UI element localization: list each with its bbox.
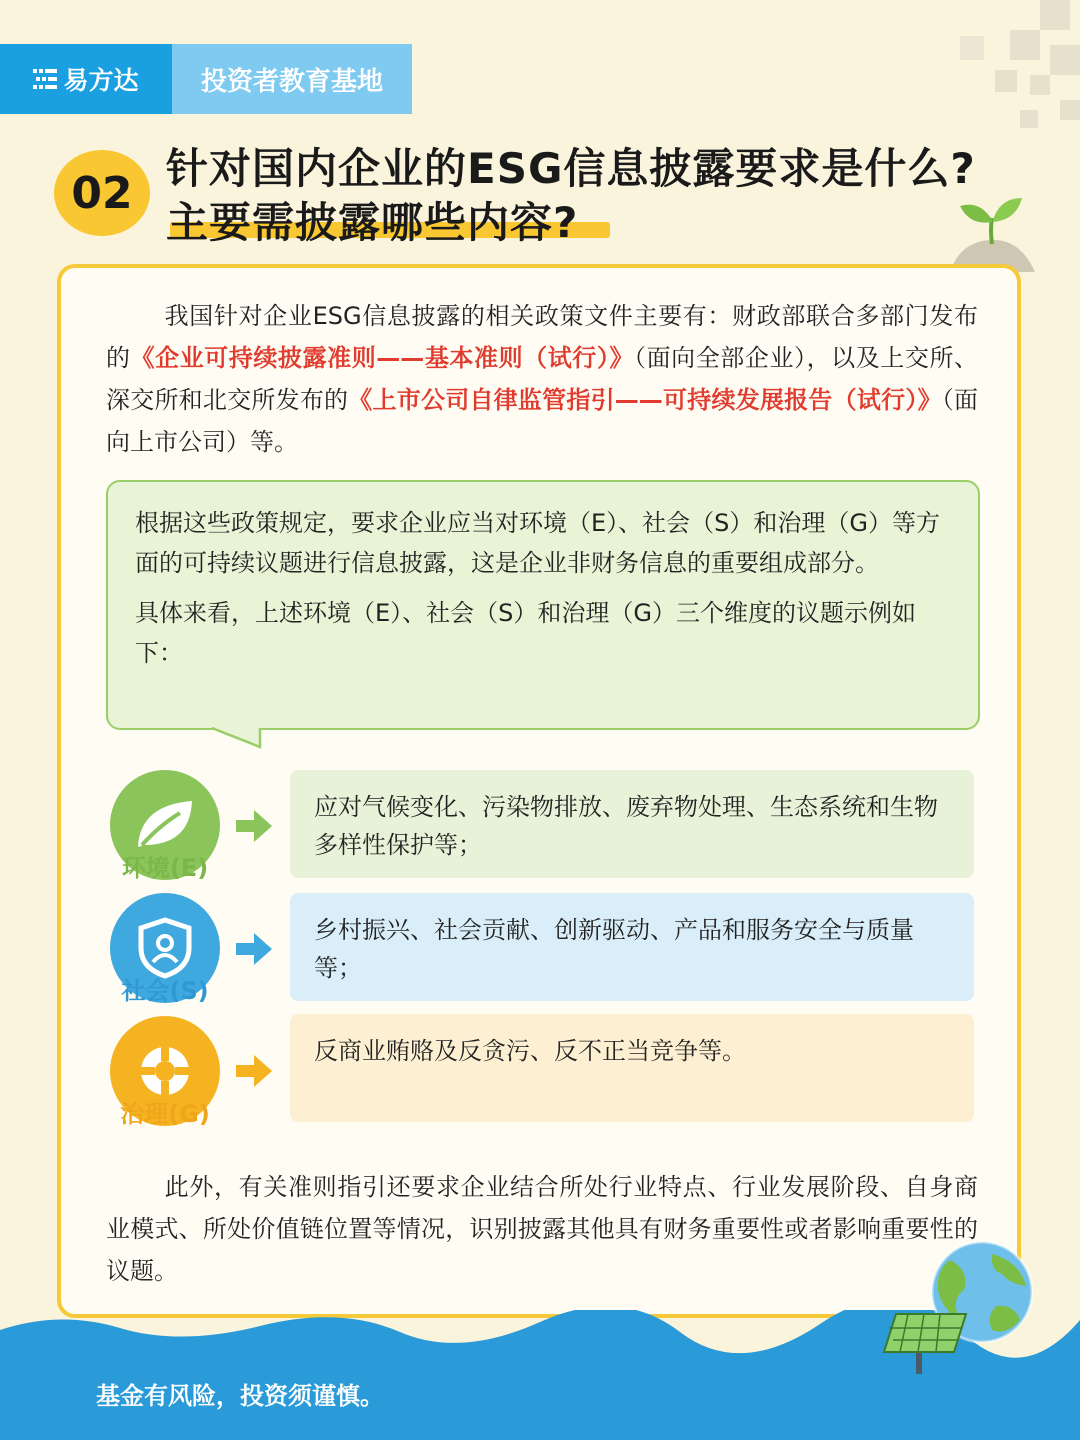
policy-doc-2: 《上市公司自律监管指引——可持续发展报告（试行）》: [348, 386, 942, 414]
sprout-icon: [940, 192, 1050, 272]
page-title-line2-text: 主要需披露哪些内容?: [166, 198, 579, 247]
callout-paragraph-1: 根据这些政策规定，要求企业应当对环境（E）、社会（S）和治理（G）等方面的可持续议题进行信息披露，这是企业非财务信息的重要组成部分。: [135, 509, 940, 577]
question-number: 02: [54, 150, 150, 236]
intro-text-3: （面向上市公司）等。: [106, 386, 979, 456]
environment-label: 环境(E): [121, 854, 209, 882]
globe-solar-icon: [880, 1240, 1040, 1380]
intro-paragraph: [106, 295, 978, 463]
brand-logo: [0, 44, 172, 114]
closing-paragraph: [106, 1166, 978, 1292]
callout-text: [135, 503, 960, 683]
leaf-icon: [130, 795, 200, 855]
intro-text-1: 我国针对企业ESG信息披露的相关政策文件主要有：财政部联合多部门发布的: [106, 302, 978, 372]
governance-topics: 反商业贿赂及反贪污、反不正当竞争等。: [290, 1014, 974, 1122]
brand-mark-icon: [33, 67, 57, 91]
callout-paragraph-2: 具体来看，上述环境（E）、社会（S）和治理（G）三个维度的议题示例如下：: [135, 599, 916, 667]
risk-disclaimer: 基金有风险，投资须谨慎。: [96, 1382, 384, 1410]
social-label: 社会(S): [121, 977, 209, 1005]
arrow-right-icon: [236, 1055, 272, 1087]
arrow-right-icon: [236, 810, 272, 842]
callout-tail: [212, 727, 272, 749]
arrow-right-icon: [236, 933, 272, 965]
closing-text: 此外，有关准则指引还要求企业结合所处行业特点、行业发展阶段、自身商业模式、所处价值链位置等情况，识别披露其他具有财务重要性或者影响重要性的议题。: [106, 1173, 978, 1285]
page-title-line2: [166, 190, 578, 250]
social-topics: 乡村振兴、社会贡献、创新驱动、产品和服务安全与质量等；: [290, 893, 974, 1001]
page-title-line1: 针对国内企业的ESG信息披露要求是什么?: [166, 144, 976, 193]
environment-topics: 应对气候变化、污染物排放、废弃物处理、生态系统和生物多样性保护等；: [290, 770, 974, 878]
policy-doc-1: 《企业可持续披露准则——基本准则（试行）》: [130, 344, 635, 372]
decorative-checker-pattern: [900, 0, 1080, 150]
brand-name: 易方达: [63, 66, 139, 95]
section-tag: 投资者教育基地: [172, 44, 412, 114]
intro-text-2: （面向全部企业），以及上交所、深交所和北交所发布的: [106, 344, 979, 414]
governance-label: 治理(G): [120, 1100, 210, 1128]
